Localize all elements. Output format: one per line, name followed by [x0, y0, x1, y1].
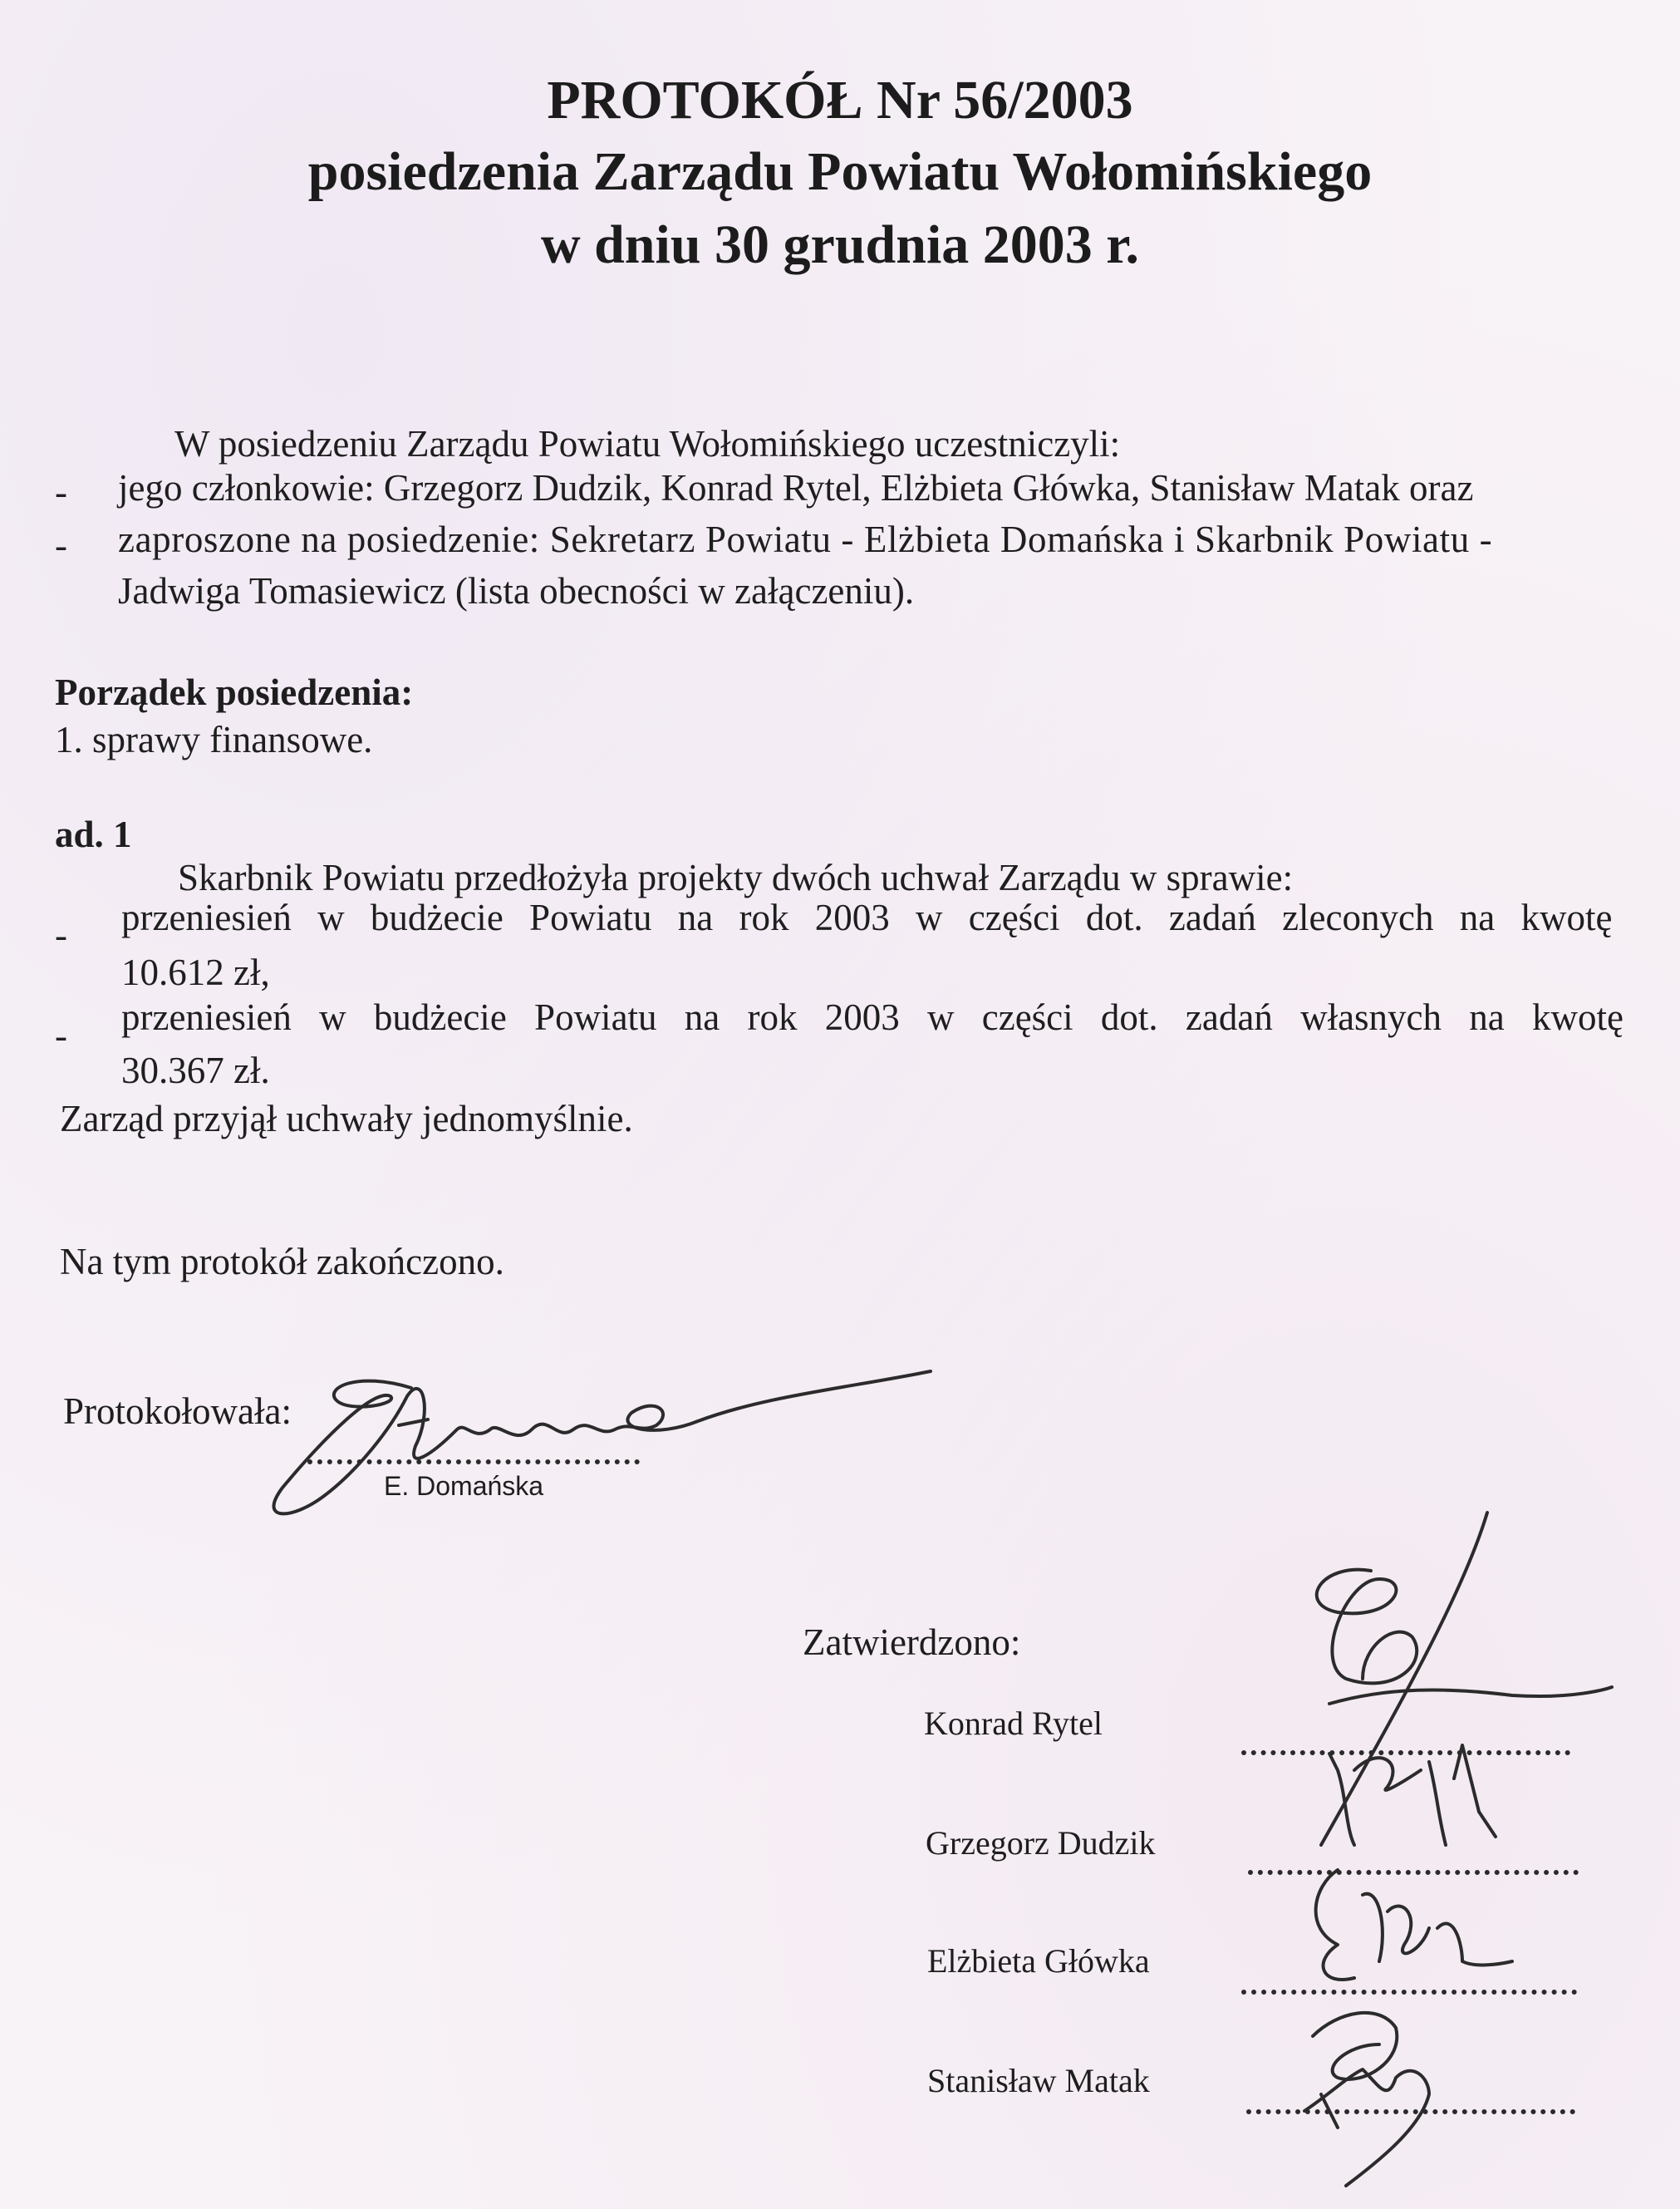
recorder-label: Protokołowała:: [63, 1390, 292, 1432]
bullet-dash: -: [55, 1015, 67, 1056]
approval-signatures: [1213, 1496, 1678, 2209]
bullet-dash: -: [55, 471, 67, 513]
agenda-heading: Porządek posiedzenia:: [55, 672, 414, 713]
recorder-signature: [266, 1363, 947, 1529]
ad1-intro: Skarbnik Powiatu przedłożyła projekty dwóch uchwał Zarządu w sprawie:: [178, 857, 1294, 898]
recorder-name: E. Domańska: [384, 1471, 544, 1501]
attendance-invited-line2: Jadwiga Tomasiewicz (lista obecności w załączeniu).: [118, 570, 915, 612]
signatory-name: Konrad Rytel: [924, 1705, 1103, 1742]
approval-label: Zatwierdzono:: [803, 1621, 1021, 1663]
attendance-members: jego członkowie: Grzegorz Dudzik, Konrad Rytel, Elżbieta Główka, Stanisław Matak oraz: [118, 467, 1474, 509]
attendance-intro: W posiedzeniu Zarządu Powiatu Wołomińskiego uczestniczyli:: [174, 423, 1121, 465]
document-date: w dniu 30 grudnia 2003 r.: [540, 214, 1140, 275]
bullet-dash: -: [55, 524, 67, 566]
ad1-bullet1-line1: przeniesień w budżecie Powiatu na rok 2003 w części dot. zadań zleconych na kwotę: [121, 897, 1613, 938]
attendance-invited-line1: [118, 521, 1627, 558]
attendance-invited-text: zaproszone na posiedzenie: Sekretarz Powiatu - Elżbieta Domańska i Skarbnik Powiatu -: [118, 519, 1493, 560]
ad1-bullet2-line1: przeniesień w budżecie Powiatu na rok 2003 w części dot. zadań własnych na kwotę: [121, 996, 1624, 1038]
document-subtitle: posiedzenia Zarządu Powiatu Wołomińskiego: [307, 141, 1373, 202]
signatory-name: Grzegorz Dudzik: [926, 1824, 1156, 1862]
document-title: PROTOKÓŁ Nr 56/2003: [547, 70, 1133, 130]
ad1-bullet1-line2: 10.612 zł,: [121, 952, 270, 993]
ad1-decision: Zarząd przyjął uchwały jednomyślnie.: [60, 1098, 633, 1139]
ad1-bullet2-line2: 30.367 zł.: [121, 1050, 270, 1091]
closing-text: Na tym protokół zakończono.: [60, 1241, 504, 1282]
ad1-heading: ad. 1: [55, 814, 132, 855]
signatory-name: Elżbieta Główka: [927, 1942, 1150, 1980]
agenda-item-1: 1. sprawy finansowe.: [55, 719, 373, 760]
bullet-dash: -: [55, 914, 67, 956]
signatory-name: Stanisław Matak: [927, 2062, 1150, 2099]
